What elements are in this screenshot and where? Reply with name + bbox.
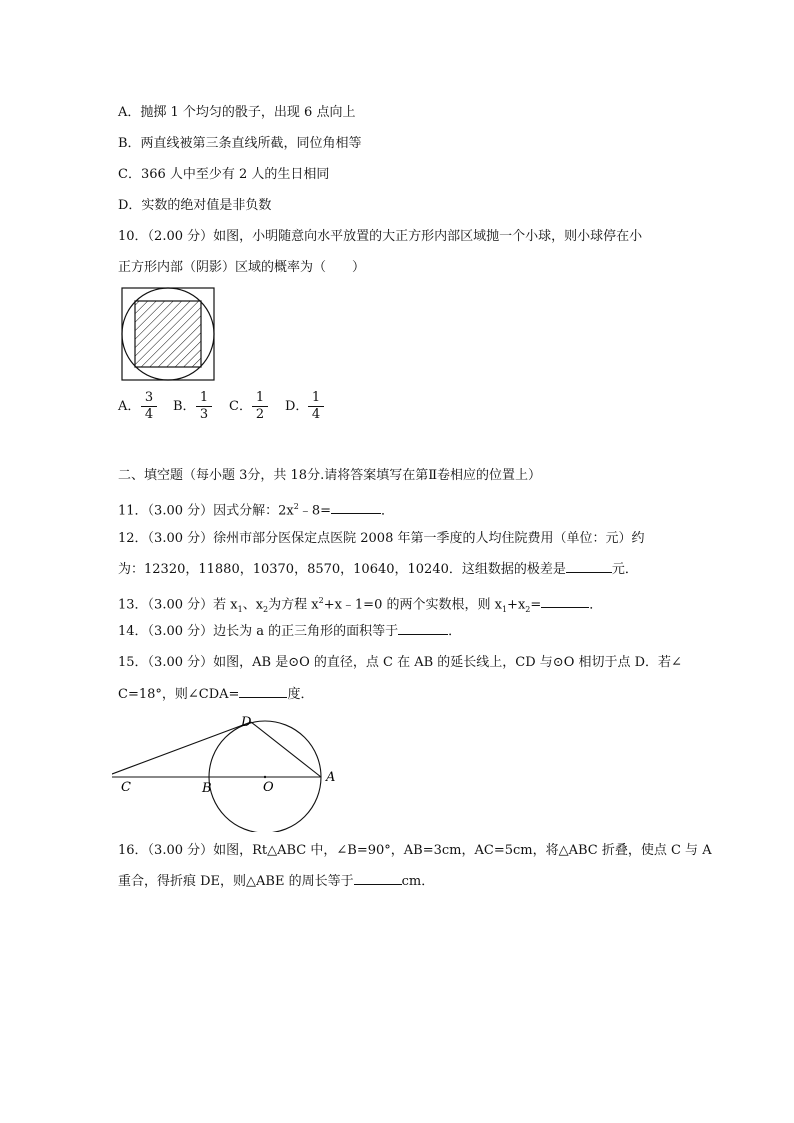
q16-line1: 16．（3.00 分）如图，Rt△ABC 中，∠B=90°，AB=3cm，AC=5cm，将△ABC 折叠，使点 C 与 A	[118, 843, 712, 858]
q10-figure	[120, 286, 218, 384]
q12-answer-blank[interactable]	[566, 572, 612, 573]
label-d: D	[241, 715, 252, 730]
small-square-shaded	[135, 301, 201, 367]
q9-option-a: A．抛掷 1 个均匀的骰子，出现 6 点向上	[118, 105, 356, 120]
q10-option-d-letter: D．	[285, 399, 309, 414]
q12-line2: 为：12320，11880，10370，8570，10640，10240．这组数据的极差是 元．	[118, 562, 638, 577]
line-da	[251, 722, 321, 777]
q16-line2: 重合，得折痕 DE，则△ABE 的周长等于 cm．	[118, 874, 435, 889]
label-a: A	[326, 770, 336, 785]
q10-option-c-letter: C．	[229, 399, 252, 414]
q10-option-b-fraction: $\frac{1}{3}$	[196, 390, 212, 423]
q15-figure	[112, 710, 344, 832]
label-o: O	[263, 780, 274, 795]
section-2-header: 二、填空题（每小题 3分，共 18分.请将答案填写在第Ⅱ卷相应的位置上）	[118, 468, 542, 483]
q9-option-d: D．实数的绝对值是非负数	[118, 198, 272, 213]
q16-answer-blank[interactable]	[354, 884, 402, 885]
q14: 14．（3.00 分）边长为 a 的正三角形的面积等于 ．	[118, 624, 462, 639]
q10-stem-line1: 10．（2.00 分）如图，小明随意向水平放置的大正方形内部区域抛一个小球，则小球停在小	[118, 229, 643, 244]
q10-stem-line2: 正方形内部（阴影）区域的概率为（ ）	[118, 260, 366, 275]
q10-option-d-fraction: $\frac{1}{4}$	[308, 390, 324, 423]
center-point-o	[264, 776, 266, 778]
q10-option-a-fraction: $\frac{3}{4}$	[141, 390, 157, 423]
q11-answer-blank[interactable]	[331, 513, 381, 514]
q14-answer-blank[interactable]	[398, 634, 448, 635]
q11: 11．（3.00 分）因式分解：$2x^2﹣8=$ ．	[118, 502, 395, 519]
q13-answer-blank[interactable]	[541, 607, 589, 608]
q15-answer-blank[interactable]	[239, 697, 287, 698]
label-c: C	[121, 780, 131, 795]
q10-option-c-fraction: $\frac{1}{2}$	[252, 390, 268, 423]
q15-line1: 15．（3.00 分）如图，AB 是⊙O 的直径，点 C 在 AB 的延长线上，CD 与⊙O 相切于点 D．若∠	[118, 655, 682, 670]
q10-option-b-letter: B．	[173, 399, 196, 414]
q10-option-a-letter: A．	[118, 399, 141, 414]
label-b: B	[202, 781, 212, 796]
q13: 13．（3.00 分）若 $x_1$、$x_2$为方程 $x^2+x﹣1=0$ 的两个实数根，则 $x_1+x_2=$ ．	[118, 596, 603, 614]
line-cd	[112, 722, 251, 777]
q9-option-c: C．366 人中至少有 2 人的生日相同	[118, 167, 330, 182]
q12-line1: 12．（3.00 分）徐州市部分医保定点医院 2008 年第一季度的人均住院费用（单位：元）约	[118, 531, 645, 546]
q9-option-b: B．两直线被第三条直线所截，同位角相等	[118, 136, 362, 151]
q15-line2: C=18°，则∠CDA= 度．	[118, 687, 314, 702]
